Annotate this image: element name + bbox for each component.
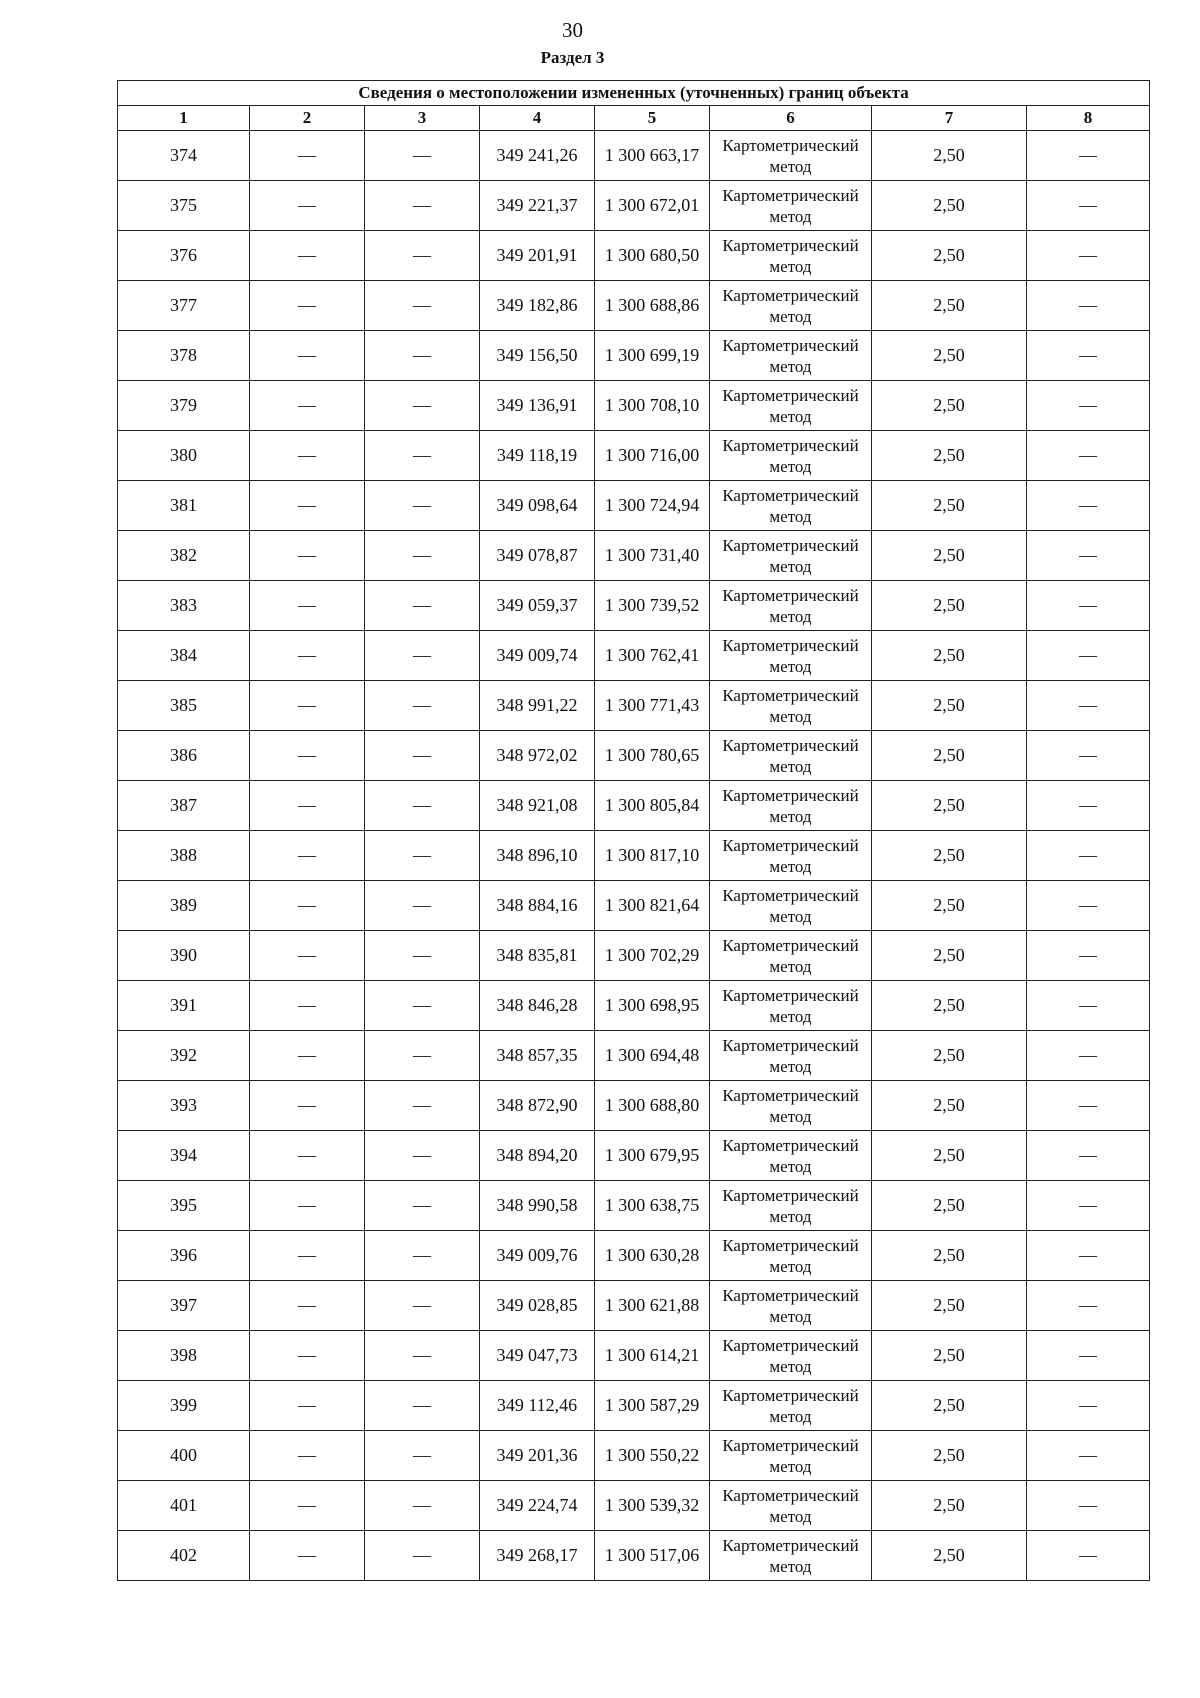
col8-cell: — — [1027, 381, 1150, 431]
x-coordinate-cell: 349 047,73 — [480, 1331, 595, 1381]
method-cell: Картометрический метод — [710, 1131, 872, 1181]
col2-cell: — — [250, 431, 365, 481]
col8-cell: — — [1027, 281, 1150, 331]
col3-cell: — — [365, 931, 480, 981]
table-row — [118, 1081, 1150, 1131]
table-row — [118, 881, 1150, 931]
table-row — [118, 1331, 1150, 1381]
col2-cell: — — [250, 731, 365, 781]
method-cell: Картометрический метод — [710, 1181, 872, 1231]
table-row — [118, 1181, 1150, 1231]
col2-cell: — — [250, 531, 365, 581]
col2-cell: — — [250, 331, 365, 381]
x-coordinate-cell: 348 894,20 — [480, 1131, 595, 1181]
point-number-cell: 377 — [118, 281, 250, 331]
col2-cell: — — [250, 481, 365, 531]
accuracy-cell: 2,50 — [872, 1481, 1027, 1531]
table-row — [118, 631, 1150, 681]
point-number-cell: 395 — [118, 1181, 250, 1231]
accuracy-cell: 2,50 — [872, 1331, 1027, 1381]
x-coordinate-cell: 349 268,17 — [480, 1531, 595, 1581]
method-cell: Картометрический метод — [710, 281, 872, 331]
col3-cell: — — [365, 731, 480, 781]
col2-cell: — — [250, 781, 365, 831]
accuracy-cell: 2,50 — [872, 1381, 1027, 1431]
x-coordinate-cell: 348 872,90 — [480, 1081, 595, 1131]
col3-cell: — — [365, 481, 480, 531]
y-coordinate-cell: 1 300 688,80 — [595, 1081, 710, 1131]
table-row — [118, 1031, 1150, 1081]
col2-cell: — — [250, 1131, 365, 1181]
col8-cell: — — [1027, 1281, 1150, 1331]
table-row — [118, 1431, 1150, 1481]
col3-cell: — — [365, 781, 480, 831]
col8-cell: — — [1027, 1131, 1150, 1181]
accuracy-cell: 2,50 — [872, 1081, 1027, 1131]
method-cell: Картометрический метод — [710, 781, 872, 831]
point-number-cell: 383 — [118, 581, 250, 631]
accuracy-cell: 2,50 — [872, 681, 1027, 731]
method-cell: Картометрический метод — [710, 1381, 872, 1431]
col3-cell: — — [365, 831, 480, 881]
point-number-cell: 393 — [118, 1081, 250, 1131]
accuracy-cell: 2,50 — [872, 281, 1027, 331]
section-title: Раздел 3 — [540, 48, 605, 67]
y-coordinate-cell: 1 300 699,19 — [595, 331, 710, 381]
col2-cell: — — [250, 1531, 365, 1581]
col2-cell: — — [250, 1181, 365, 1231]
col3-cell: — — [365, 1131, 480, 1181]
y-coordinate-cell: 1 300 621,88 — [595, 1281, 710, 1331]
point-number-cell: 390 — [118, 931, 250, 981]
col2-cell: — — [250, 581, 365, 631]
y-coordinate-cell: 1 300 638,75 — [595, 1181, 710, 1231]
y-coordinate-cell: 1 300 739,52 — [595, 581, 710, 631]
method-cell: Картометрический метод — [710, 1281, 872, 1331]
x-coordinate-cell: 349 112,46 — [480, 1381, 595, 1431]
col3-cell: — — [365, 381, 480, 431]
col3-cell: — — [365, 1081, 480, 1131]
point-number-cell: 385 — [118, 681, 250, 731]
col8-cell: — — [1027, 231, 1150, 281]
col8-cell: — — [1027, 931, 1150, 981]
method-cell: Картометрический метод — [710, 531, 872, 581]
col8-cell: — — [1027, 481, 1150, 531]
y-coordinate-cell: 1 300 517,06 — [595, 1531, 710, 1581]
accuracy-cell: 2,50 — [872, 631, 1027, 681]
method-cell: Картометрический метод — [710, 1081, 872, 1131]
x-coordinate-cell: 349 136,91 — [480, 381, 595, 431]
x-coordinate-cell: 348 921,08 — [480, 781, 595, 831]
method-cell: Картометрический метод — [710, 1231, 872, 1281]
point-number-cell: 386 — [118, 731, 250, 781]
x-coordinate-cell: 349 221,37 — [480, 181, 595, 231]
accuracy-cell: 2,50 — [872, 731, 1027, 781]
y-coordinate-cell: 1 300 805,84 — [595, 781, 710, 831]
y-coordinate-cell: 1 300 698,95 — [595, 981, 710, 1031]
method-cell: Картометрический метод — [710, 181, 872, 231]
col3-cell: — — [365, 431, 480, 481]
accuracy-cell: 2,50 — [872, 381, 1027, 431]
col3-cell: — — [365, 181, 480, 231]
x-coordinate-cell: 348 896,10 — [480, 831, 595, 881]
y-coordinate-cell: 1 300 663,17 — [595, 131, 710, 181]
method-cell: Картометрический метод — [710, 431, 872, 481]
table-row — [118, 1381, 1150, 1431]
y-coordinate-cell: 1 300 724,94 — [595, 481, 710, 531]
point-number-cell: 397 — [118, 1281, 250, 1331]
col3-cell: — — [365, 881, 480, 931]
y-coordinate-cell: 1 300 679,95 — [595, 1131, 710, 1181]
accuracy-cell: 2,50 — [872, 831, 1027, 881]
table-row — [118, 481, 1150, 531]
column-number-header: 8 — [1027, 106, 1150, 131]
y-coordinate-cell: 1 300 708,10 — [595, 381, 710, 431]
col3-cell: — — [365, 1281, 480, 1331]
table-caption: Сведения о местоположении измененных (уточненных) границ объекта — [118, 81, 1150, 106]
point-number-cell: 378 — [118, 331, 250, 381]
table-row — [118, 281, 1150, 331]
accuracy-cell: 2,50 — [872, 1281, 1027, 1331]
x-coordinate-cell: 349 118,19 — [480, 431, 595, 481]
method-cell: Картометрический метод — [710, 831, 872, 881]
accuracy-cell: 2,50 — [872, 481, 1027, 531]
accuracy-cell: 2,50 — [872, 1531, 1027, 1581]
col2-cell: — — [250, 231, 365, 281]
x-coordinate-cell: 349 098,64 — [480, 481, 595, 531]
col3-cell: — — [365, 581, 480, 631]
col2-cell: — — [250, 931, 365, 981]
y-coordinate-cell: 1 300 587,29 — [595, 1381, 710, 1431]
col8-cell: — — [1027, 331, 1150, 381]
col8-cell: — — [1027, 181, 1150, 231]
col2-cell: — — [250, 1081, 365, 1131]
method-cell: Картометрический метод — [710, 881, 872, 931]
column-number-header: 5 — [595, 106, 710, 131]
col3-cell: — — [365, 1381, 480, 1431]
method-cell: Картометрический метод — [710, 631, 872, 681]
table-row — [118, 1281, 1150, 1331]
col8-cell: — — [1027, 1031, 1150, 1081]
method-cell: Картометрический метод — [710, 231, 872, 281]
column-number-header: 4 — [480, 106, 595, 131]
table-row — [118, 1531, 1150, 1581]
col8-cell: — — [1027, 1381, 1150, 1431]
y-coordinate-cell: 1 300 680,50 — [595, 231, 710, 281]
col8-cell: — — [1027, 781, 1150, 831]
table-row — [118, 131, 1150, 181]
col2-cell: — — [250, 1481, 365, 1531]
table-row — [118, 181, 1150, 231]
point-number-cell: 401 — [118, 1481, 250, 1531]
table-row — [118, 531, 1150, 581]
point-number-cell: 380 — [118, 431, 250, 481]
table-row — [118, 431, 1150, 481]
point-number-cell: 402 — [118, 1531, 250, 1581]
accuracy-cell: 2,50 — [872, 1231, 1027, 1281]
x-coordinate-cell: 349 059,37 — [480, 581, 595, 631]
y-coordinate-cell: 1 300 688,86 — [595, 281, 710, 331]
x-coordinate-cell: 349 009,76 — [480, 1231, 595, 1281]
table-row — [118, 1231, 1150, 1281]
col2-cell: — — [250, 181, 365, 231]
x-coordinate-cell: 348 846,28 — [480, 981, 595, 1031]
x-coordinate-cell: 348 857,35 — [480, 1031, 595, 1081]
accuracy-cell: 2,50 — [872, 531, 1027, 581]
x-coordinate-cell: 349 009,74 — [480, 631, 595, 681]
accuracy-cell: 2,50 — [872, 981, 1027, 1031]
col8-cell: — — [1027, 1181, 1150, 1231]
x-coordinate-cell: 349 224,74 — [480, 1481, 595, 1531]
point-number-cell: 387 — [118, 781, 250, 831]
col8-cell: — — [1027, 1331, 1150, 1381]
point-number-cell: 384 — [118, 631, 250, 681]
y-coordinate-cell: 1 300 539,32 — [595, 1481, 710, 1531]
point-number-cell: 396 — [118, 1231, 250, 1281]
column-number-header: 3 — [365, 106, 480, 131]
x-coordinate-cell: 348 990,58 — [480, 1181, 595, 1231]
method-cell: Картометрический метод — [710, 681, 872, 731]
y-coordinate-cell: 1 300 672,01 — [595, 181, 710, 231]
col2-cell: — — [250, 631, 365, 681]
method-cell: Картометрический метод — [710, 1331, 872, 1381]
x-coordinate-cell: 348 835,81 — [480, 931, 595, 981]
x-coordinate-cell: 349 028,85 — [480, 1281, 595, 1331]
col8-cell: — — [1027, 131, 1150, 181]
col8-cell: — — [1027, 581, 1150, 631]
point-number-cell: 374 — [118, 131, 250, 181]
accuracy-cell: 2,50 — [872, 1131, 1027, 1181]
table-row — [118, 231, 1150, 281]
col8-cell: — — [1027, 1431, 1150, 1481]
col3-cell: — — [365, 681, 480, 731]
col2-cell: — — [250, 981, 365, 1031]
point-number-cell: 381 — [118, 481, 250, 531]
col3-cell: — — [365, 231, 480, 281]
table-row — [118, 731, 1150, 781]
y-coordinate-cell: 1 300 771,43 — [595, 681, 710, 731]
y-coordinate-cell: 1 300 762,41 — [595, 631, 710, 681]
accuracy-cell: 2,50 — [872, 1181, 1027, 1231]
col3-cell: — — [365, 1231, 480, 1281]
col2-cell: — — [250, 831, 365, 881]
point-number-cell: 376 — [118, 231, 250, 281]
page-number: 30 — [562, 18, 583, 42]
col2-cell: — — [250, 381, 365, 431]
y-coordinate-cell: 1 300 780,65 — [595, 731, 710, 781]
column-number-header: 2 — [250, 106, 365, 131]
col3-cell: — — [365, 631, 480, 681]
col3-cell: — — [365, 331, 480, 381]
col3-cell: — — [365, 281, 480, 331]
y-coordinate-cell: 1 300 821,64 — [595, 881, 710, 931]
col8-cell: — — [1027, 531, 1150, 581]
point-number-cell: 375 — [118, 181, 250, 231]
point-number-cell: 391 — [118, 981, 250, 1031]
table-row — [118, 581, 1150, 631]
point-number-cell: 382 — [118, 531, 250, 581]
col2-cell: — — [250, 1431, 365, 1481]
x-coordinate-cell: 348 972,02 — [480, 731, 595, 781]
accuracy-cell: 2,50 — [872, 931, 1027, 981]
x-coordinate-cell: 348 884,16 — [480, 881, 595, 931]
accuracy-cell: 2,50 — [872, 881, 1027, 931]
accuracy-cell: 2,50 — [872, 1431, 1027, 1481]
point-number-cell: 394 — [118, 1131, 250, 1181]
table-row — [118, 781, 1150, 831]
x-coordinate-cell: 348 991,22 — [480, 681, 595, 731]
col3-cell: — — [365, 1431, 480, 1481]
y-coordinate-cell: 1 300 630,28 — [595, 1231, 710, 1281]
col2-cell: — — [250, 1031, 365, 1081]
col3-cell: — — [365, 1181, 480, 1231]
col8-cell: — — [1027, 1481, 1150, 1531]
col3-cell: — — [365, 531, 480, 581]
table-row — [118, 1481, 1150, 1531]
point-number-cell: 388 — [118, 831, 250, 881]
y-coordinate-cell: 1 300 550,22 — [595, 1431, 710, 1481]
method-cell: Картометрический метод — [710, 581, 872, 631]
table-row — [118, 681, 1150, 731]
col8-cell: — — [1027, 631, 1150, 681]
table-row — [118, 381, 1150, 431]
accuracy-cell: 2,50 — [872, 781, 1027, 831]
point-number-cell: 392 — [118, 1031, 250, 1081]
col2-cell: — — [250, 281, 365, 331]
method-cell: Картометрический метод — [710, 331, 872, 381]
col3-cell: — — [365, 1531, 480, 1581]
col8-cell: — — [1027, 1231, 1150, 1281]
method-cell: Картометрический метод — [710, 931, 872, 981]
col2-cell: — — [250, 131, 365, 181]
method-cell: Картометрический метод — [710, 731, 872, 781]
col3-cell: — — [365, 1481, 480, 1531]
col8-cell: — — [1027, 831, 1150, 881]
column-number-header: 7 — [872, 106, 1027, 131]
method-cell: Картометрический метод — [710, 1431, 872, 1481]
accuracy-cell: 2,50 — [872, 331, 1027, 381]
x-coordinate-cell: 349 156,50 — [480, 331, 595, 381]
accuracy-cell: 2,50 — [872, 581, 1027, 631]
col2-cell: — — [250, 681, 365, 731]
point-number-cell: 400 — [118, 1431, 250, 1481]
col3-cell: — — [365, 1331, 480, 1381]
y-coordinate-cell: 1 300 702,29 — [595, 931, 710, 981]
col8-cell: — — [1027, 731, 1150, 781]
col2-cell: — — [250, 1231, 365, 1281]
method-cell: Картометрический метод — [710, 981, 872, 1031]
accuracy-cell: 2,50 — [872, 1031, 1027, 1081]
col8-cell: — — [1027, 431, 1150, 481]
point-number-cell: 399 — [118, 1381, 250, 1431]
col8-cell: — — [1027, 1531, 1150, 1581]
col8-cell: — — [1027, 1081, 1150, 1131]
x-coordinate-cell: 349 201,36 — [480, 1431, 595, 1481]
method-cell: Картометрический метод — [710, 131, 872, 181]
col2-cell: — — [250, 1381, 365, 1431]
y-coordinate-cell: 1 300 614,21 — [595, 1331, 710, 1381]
col3-cell: — — [365, 1031, 480, 1081]
boundary-coordinates-table — [117, 80, 1150, 1581]
accuracy-cell: 2,50 — [872, 131, 1027, 181]
point-number-cell: 389 — [118, 881, 250, 931]
accuracy-cell: 2,50 — [872, 181, 1027, 231]
table-row — [118, 331, 1150, 381]
table-row — [118, 931, 1150, 981]
y-coordinate-cell: 1 300 694,48 — [595, 1031, 710, 1081]
x-coordinate-cell: 349 182,86 — [480, 281, 595, 331]
x-coordinate-cell: 349 078,87 — [480, 531, 595, 581]
method-cell: Картометрический метод — [710, 1481, 872, 1531]
method-cell: Картометрический метод — [710, 481, 872, 531]
point-number-cell: 398 — [118, 1331, 250, 1381]
x-coordinate-cell: 349 241,26 — [480, 131, 595, 181]
method-cell: Картометрический метод — [710, 1031, 872, 1081]
col8-cell: — — [1027, 681, 1150, 731]
col8-cell: — — [1027, 981, 1150, 1031]
col3-cell: — — [365, 981, 480, 1031]
y-coordinate-cell: 1 300 731,40 — [595, 531, 710, 581]
column-number-header: 6 — [710, 106, 872, 131]
table-row — [118, 831, 1150, 881]
col2-cell: — — [250, 1331, 365, 1381]
col8-cell: — — [1027, 881, 1150, 931]
column-number-header: 1 — [118, 106, 250, 131]
y-coordinate-cell: 1 300 817,10 — [595, 831, 710, 881]
x-coordinate-cell: 349 201,91 — [480, 231, 595, 281]
method-cell: Картометрический метод — [710, 1531, 872, 1581]
table-row — [118, 981, 1150, 1031]
point-number-cell: 379 — [118, 381, 250, 431]
method-cell: Картометрический метод — [710, 381, 872, 431]
col2-cell: — — [250, 1281, 365, 1331]
accuracy-cell: 2,50 — [872, 431, 1027, 481]
y-coordinate-cell: 1 300 716,00 — [595, 431, 710, 481]
col2-cell: — — [250, 881, 365, 931]
col3-cell: — — [365, 131, 480, 181]
accuracy-cell: 2,50 — [872, 231, 1027, 281]
table-row — [118, 1131, 1150, 1181]
